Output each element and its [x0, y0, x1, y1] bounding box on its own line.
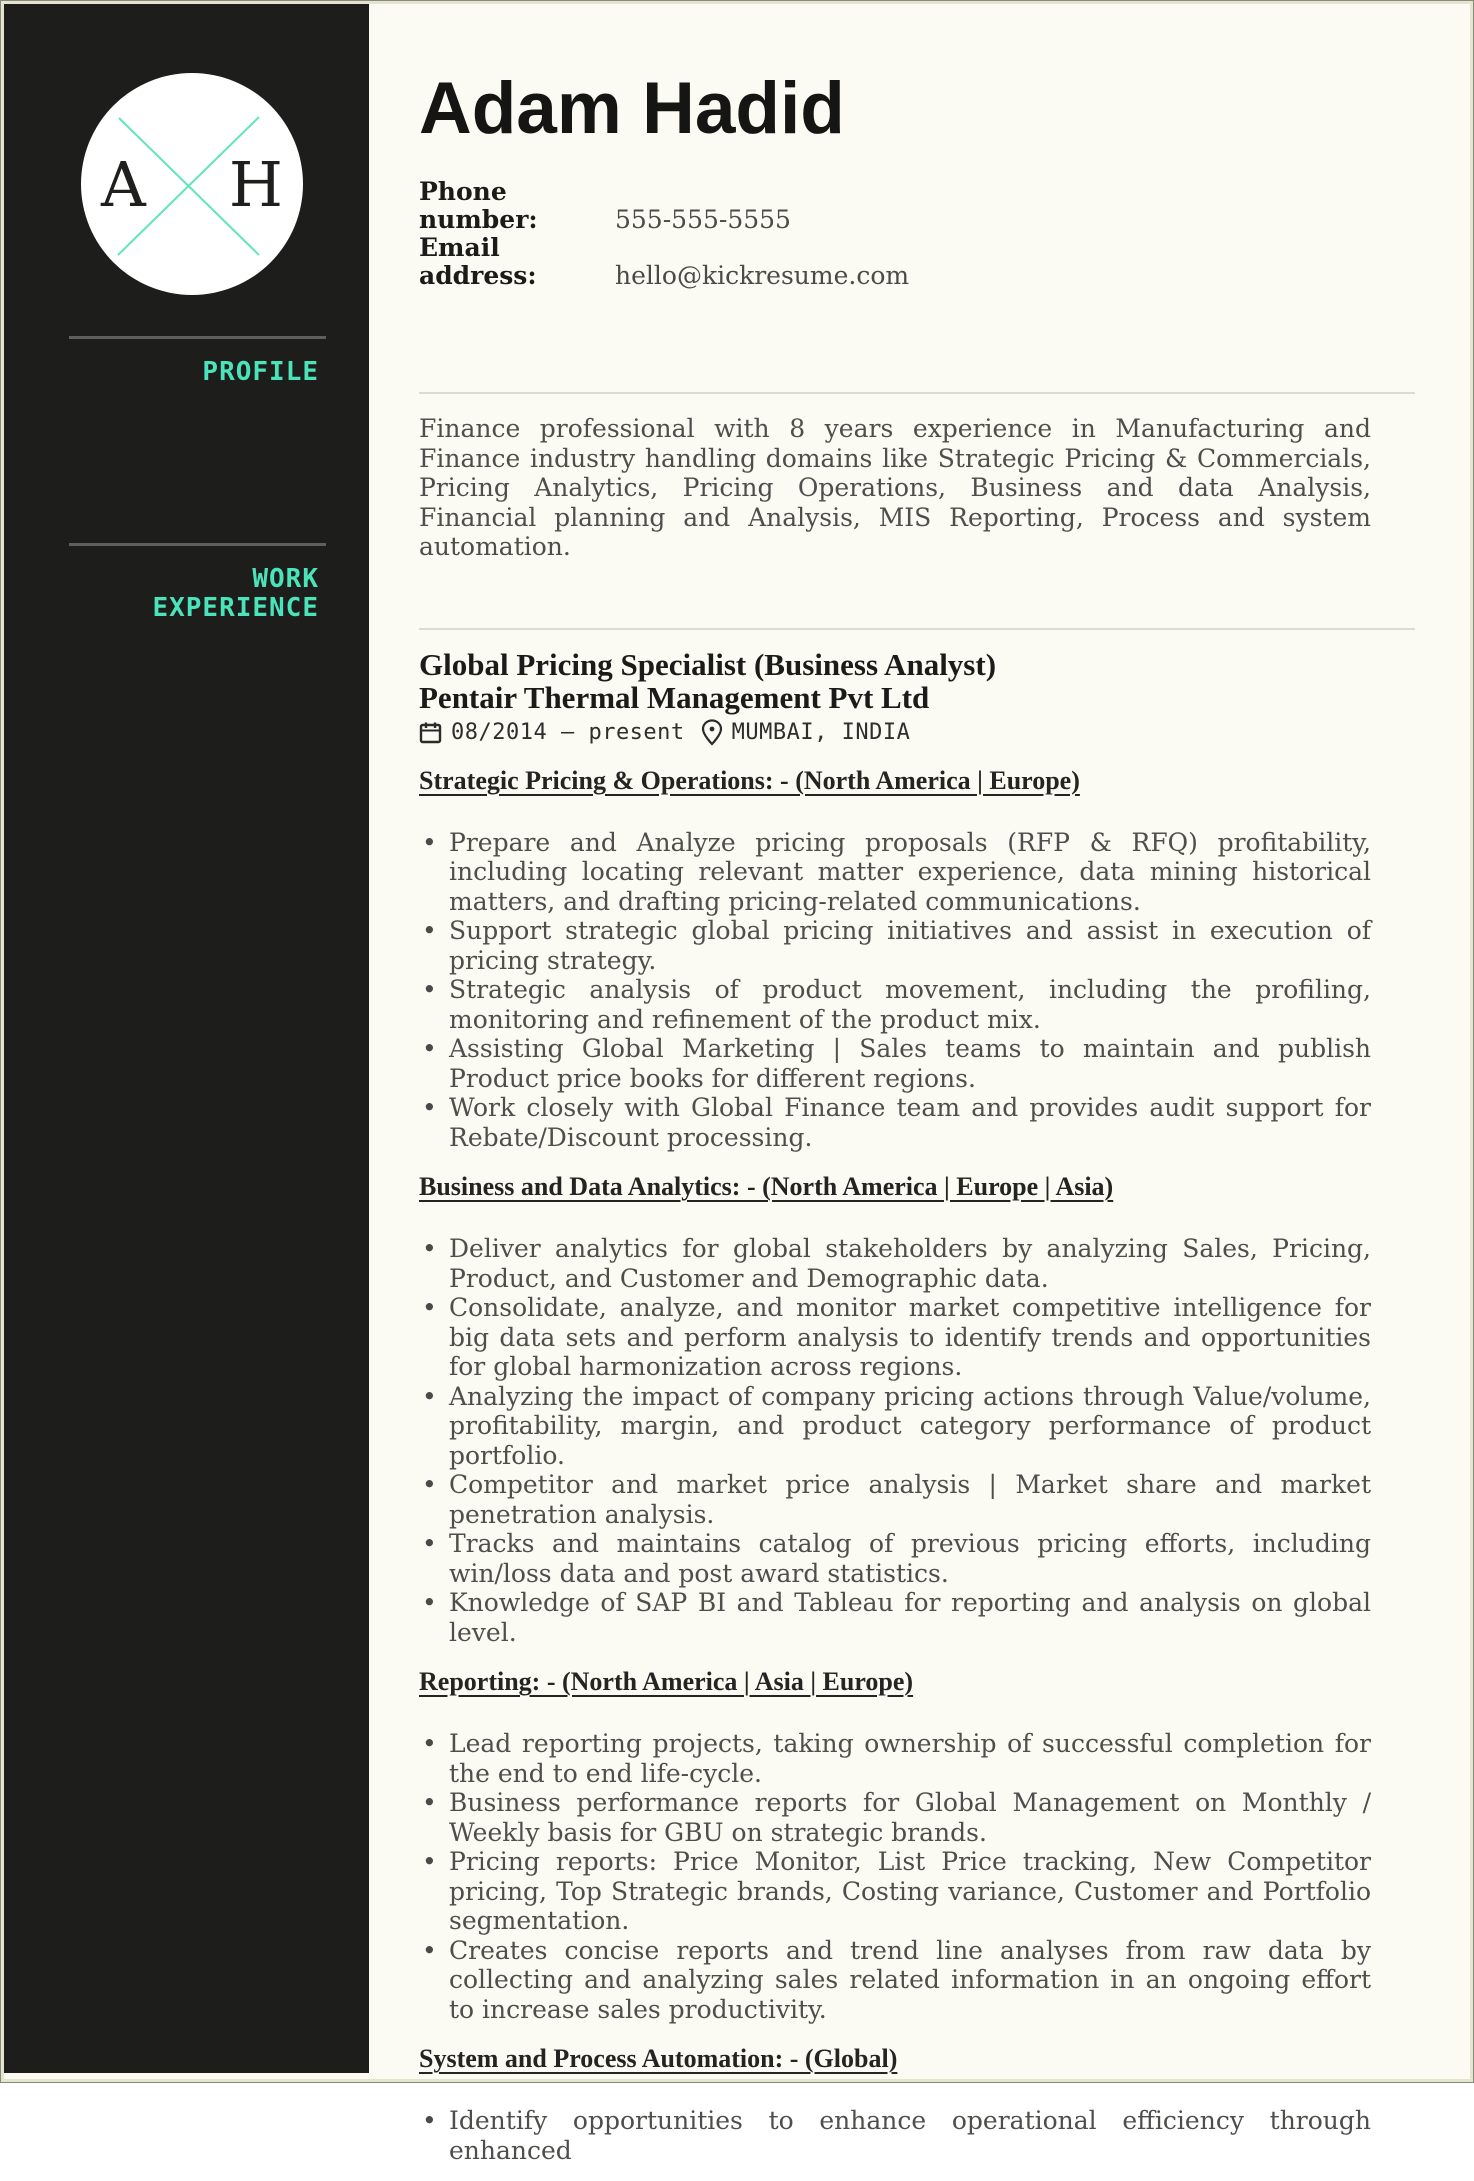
job-header — [419, 648, 1371, 714]
phone-label: Phone number: — [419, 177, 538, 234]
bullet-item: • Creates concise reports and trend line analyses from raw data by collecting and analyzing sales related information in an ongoing effort to increase sales productivity. — [449, 1936, 1371, 2025]
subheading-business-data-analytics: Business and Data Analytics: - (North America | Europe | Asia) — [419, 1172, 1114, 1201]
bullet-item: • Deliver analytics for global stakeholders by analyzing Sales, Pricing, Product, and Customer and Demographic data. — [449, 1234, 1371, 1293]
email-row — [419, 234, 1371, 290]
sidebar-divider — [69, 336, 326, 339]
subheading-reporting: Reporting: - (North America | Asia | Europe) — [419, 1667, 914, 1696]
job-title: Global Pricing Specialist (Business Analyst) — [419, 646, 997, 682]
monogram-logo — [81, 73, 303, 295]
bullet-item: • Analyzing the impact of company pricing actions through Value/volume, profitability, margin, and product category performance of product portfolio. — [449, 1382, 1371, 1471]
bullet-item: • Assisting Global Marketing | Sales teams to maintain and publish Product price books for different regions. — [449, 1034, 1371, 1093]
bullet-list-reporting — [419, 1729, 1371, 2024]
job-meta-row — [419, 720, 1371, 746]
sidebar-divider — [69, 543, 326, 546]
sidebar — [4, 4, 369, 2073]
sidebar-section-work-experience — [4, 543, 369, 623]
subheading-system-process-automation: System and Process Automation: - (Global) — [419, 2044, 898, 2073]
email-value: hello@kickresume.com — [615, 261, 910, 290]
sidebar-label-profile: PROFILE — [202, 357, 319, 387]
phone-value: 555-555-5555 — [615, 205, 791, 234]
bullet-item: • Consolidate, analyze, and monitor market competitive intelligence for big data sets and perform analysis to identify trends and opportunities for global harmonization across regions. — [449, 1293, 1371, 1382]
section-divider-experience — [419, 628, 1415, 630]
bullet-item: • Business performance reports for Global Management on Monthly / Weekly basis for GBU on strategic brands. — [449, 1788, 1371, 1847]
bullet-item: • Competitor and market price analysis | Market share and market penetration analysis. — [449, 1470, 1371, 1529]
calendar-icon — [419, 721, 442, 745]
bullet-item: • Knowledge of SAP BI and Tableau for reporting and analysis on global level. — [449, 1588, 1371, 1647]
bullet-item: • Pricing reports: Price Monitor, List Price tracking, New Competitor pricing, Top Strategic brands, Costing variance, Customer and Portfolio segmentation. — [449, 1847, 1371, 1936]
bullet-item: • Strategic analysis of product movement, including the profiling, monitoring and refinement of the product mix. — [449, 975, 1371, 1034]
bullet-item: • Work closely with Global Finance team and provides audit support for Rebate/Discount processing. — [449, 1093, 1371, 1152]
job-company: Pentair Thermal Management Pvt Ltd — [419, 679, 930, 715]
contact-block — [419, 178, 1371, 290]
monogram-letters — [81, 73, 303, 295]
bullet-item: • Prepare and Analyze pricing proposals (RFP & RFQ) profitability, including locating relevant matter experience, data mining historical matters, and drafting pricing-related communications. — [449, 828, 1371, 917]
job-date-range: 08/2014 – present — [451, 720, 685, 745]
job-location: MUMBAI, INDIA — [731, 720, 911, 745]
phone-row — [419, 178, 1371, 234]
page-title: Adam Hadid — [419, 68, 845, 149]
bullet-item: • Identify opportunities to enhance operational efficiency through enhanced — [449, 2106, 1371, 2165]
section-divider-profile — [419, 392, 1415, 394]
monogram-left-initial: A — [101, 147, 146, 221]
bullet-item: • Tracks and maintains catalog of previous pricing efforts, including win/loss data and post award statistics. — [449, 1529, 1371, 1588]
sidebar-label-work-experience: WORK EXPERIENCE — [152, 564, 319, 623]
monogram-right-initial: H — [228, 147, 283, 221]
sidebar-section-profile — [4, 336, 369, 387]
bullet-list-strategic-pricing — [419, 828, 1371, 1153]
profile-summary: Finance professional with 8 years experience in Manufacturing and Finance industry handling domains like Strategic Pricing & Commercials, Pricing Analytics, Pricing Operations, Business and data Analysis, Financial planning and Analysis, MIS Reporting, Process and system automation. — [419, 414, 1371, 561]
email-label: Email address: — [419, 233, 537, 290]
bullet-list-business-data-analytics — [419, 1234, 1371, 1647]
bullet-list-system-process-automation — [419, 2106, 1371, 2165]
location-pin-icon — [701, 719, 723, 746]
content-column — [419, 1, 1371, 2181]
subheading-strategic-pricing: Strategic Pricing & Operations: - (North America | Europe) — [419, 765, 1080, 795]
bullet-item: • Support strategic global pricing initiatives and assist in execution of pricing strategy. — [449, 916, 1371, 975]
bullet-item: • Lead reporting projects, taking ownership of successful completion for the end to end life-cycle. — [449, 1729, 1371, 1788]
